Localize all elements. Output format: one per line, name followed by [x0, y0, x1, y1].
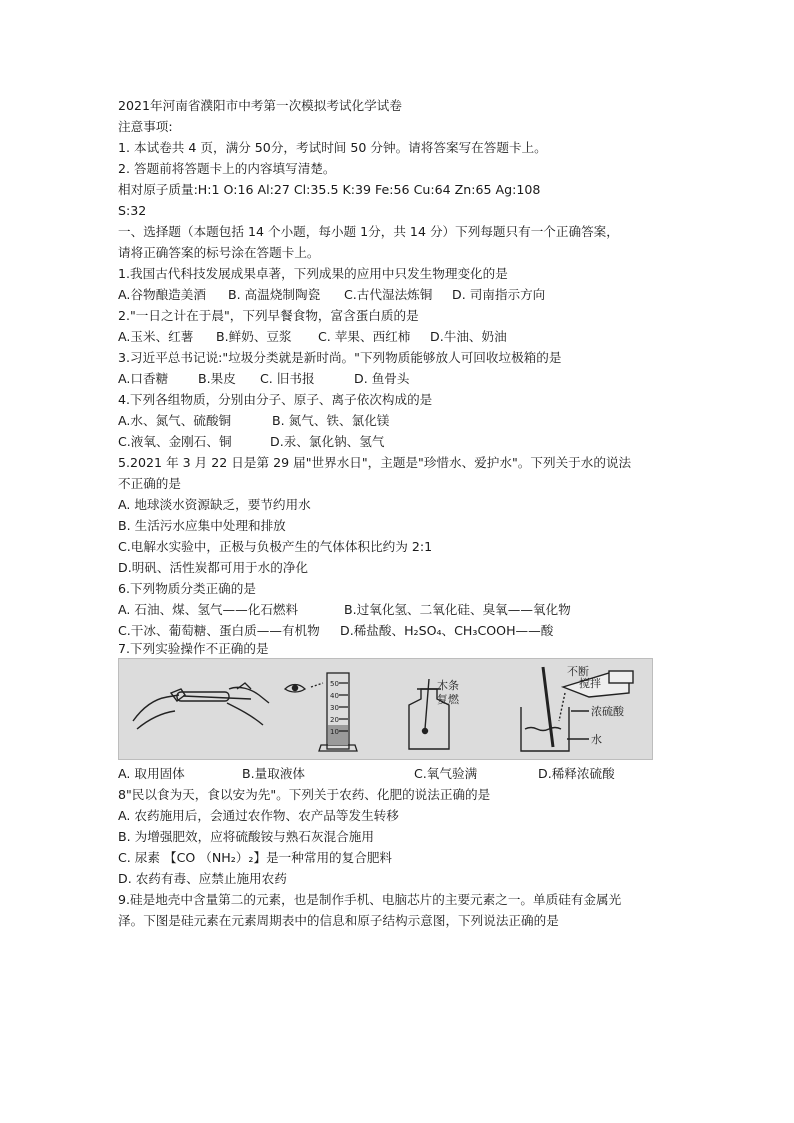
section-heading-line-1: 一、选择题（本题包括 14 个小题，每小题 1分，共 14 分）下列每题只有一个正确答案， — [118, 224, 619, 239]
cylinder-mark-20: 20 — [330, 716, 339, 724]
q3-stem: 3.习近平总书记说:"垃圾分类就是新时尚。"下列物质能够放人可回收垃极箱的是 — [118, 350, 562, 365]
exam-title: 2021年河南省濮阳市中考第一次模拟考试化学试卷 — [118, 98, 402, 113]
notice-heading: 注意事项: — [118, 119, 173, 134]
q6-option-c: C.干冰、葡萄糖、蛋白质——有机物 — [118, 623, 320, 638]
q8-option-d: D. 农药有毒、应禁止施用农药 — [118, 871, 287, 886]
notice-item-1: 1. 本试卷共 4 页，满分 50分，考试时间 50 分钟。请将答案写在答题卡上。 — [118, 140, 547, 155]
q6-option-b: B.过氧化氢、二氧化硅、臭氧——氧化物 — [344, 602, 571, 617]
q2-option-b: B.鲜奶、豆浆 — [216, 329, 292, 344]
q5-option-d: D.明矾、活性炭都可用于水的净化 — [118, 560, 309, 575]
label-rekindle: 复燃 — [437, 693, 459, 706]
q8-option-b: B. 为增强肥效，应将硫酸铵与熟石灰混合施用 — [118, 829, 374, 844]
q5-option-c: C.电解水实验中，正极与负极产生的气体体积比约为 2:1 — [118, 539, 433, 554]
q7-option-d: D.稀释浓硫酸 — [538, 766, 615, 781]
q2-option-c: C. 苹果、西红柿 — [318, 329, 411, 344]
q9-stem-line-1: 9.硅是地壳中含量第二的元素，也是制作手机、电脑芯片的主要元素之一。单质硅有金属光 — [118, 892, 622, 907]
q5-stem-line-1: 5.2021 年 3 月 22 日是第 29 届"世界水日"，主题是"珍惜水、爱护水"。下列关于水的说法 — [118, 455, 632, 470]
q1-stem: 1.我国古代科技发展成果卓著，下列成果的应用中只发生物理变化的是 — [118, 266, 508, 281]
q7-option-a: A. 取用固体 — [118, 766, 185, 781]
label-concentrated-sulfuric-acid: 浓硫酸 — [591, 705, 624, 718]
q5-stem-line-2: 不正确的是 — [118, 476, 181, 491]
cylinder-mark-50: 50 — [330, 680, 339, 688]
label-water: 水 — [591, 733, 602, 746]
q4-option-b: B. 氮气、铁、氯化镁 — [272, 413, 390, 428]
notice-item-2: 2. 答题前将答题卡上的内容填写清楚。 — [118, 161, 336, 176]
q3-option-d: D. 鱼骨头 — [354, 371, 410, 386]
q4-option-d: D.汞、氯化钠、氢气 — [270, 434, 385, 449]
label-wooden-splint: 木条 — [437, 679, 459, 692]
q7-option-b: B.量取液体 — [242, 766, 306, 781]
q1-option-d: D. 司南指示方向 — [452, 287, 546, 302]
label-keep-stirring-1: 不断 — [567, 665, 589, 678]
q4-option-c: C.液氧、金刚石、铜 — [118, 434, 232, 449]
q3-option-b: B.果皮 — [198, 371, 236, 386]
q6-option-d: D.稀盐酸、H₂SO₄、CH₃COOH——酸 — [340, 623, 554, 638]
q7-experiment-figure — [118, 658, 653, 760]
atomic-mass-line-1: 相对原子质量:H:1 O:16 Al:27 Cl:35.5 K:39 Fe:56 Cu:64 Zn:65 Ag:108 — [118, 182, 541, 197]
q6-stem: 6.下列物质分类正确的是 — [118, 581, 256, 596]
q8-option-a: A. 农药施用后，会通过农作物、农产品等发生转移 — [118, 808, 399, 823]
cylinder-mark-30: 30 — [330, 704, 339, 712]
q7-stem: 7.下列实验操作不正确的是 — [118, 641, 269, 656]
q4-stem: 4.下列各组物质，分别由分子、原子、离子依次构成的是 — [118, 392, 433, 407]
q5-option-a: A. 地球淡水资源缺乏，要节约用水 — [118, 497, 311, 512]
section-heading-line-2: 请将正确答案的标号涂在答题卡上。 — [118, 245, 320, 260]
q3-option-c: C. 旧书报 — [260, 371, 315, 386]
q6-option-a: A. 石油、煤、氢气——化石燃料 — [118, 602, 299, 617]
cylinder-mark-40: 40 — [330, 692, 339, 700]
q1-option-c: C.古代湿法炼铜 — [344, 287, 433, 302]
q4-option-a: A.水、氮气、硫酸铜 — [118, 413, 232, 428]
cylinder-mark-10: 10 — [330, 728, 339, 736]
q7-option-c: C.氧气验满 — [414, 766, 478, 781]
label-keep-stirring-2: 搅拌 — [579, 677, 601, 690]
experiment-illustrations — [119, 659, 652, 759]
q1-option-a: A.谷物酿造美酒 — [118, 287, 206, 302]
figure-b-measuring-liquid — [285, 673, 357, 751]
figure-a-taking-solid — [133, 683, 269, 729]
q2-stem: 2."一日之计在于晨"，下列早餐食物，富含蛋白质的是 — [118, 308, 419, 323]
q9-stem-line-2: 泽。下图是硅元素在元素周期表中的信息和原子结构示意图，下列说法正确的是 — [118, 913, 559, 928]
q5-option-b: B. 生活污水应集中处理和排放 — [118, 518, 286, 533]
q8-option-c: C. 尿素 【CO （NH₂）₂】是一种常用的复合肥料 — [118, 850, 393, 865]
q1-option-b: B. 高温烧制陶瓷 — [228, 287, 321, 302]
atomic-mass-line-2: S:32 — [118, 203, 147, 218]
q2-option-d: D.牛油、奶油 — [430, 329, 507, 344]
q2-option-a: A.玉米、红薯 — [118, 329, 194, 344]
q3-option-a: A.口香糖 — [118, 371, 169, 386]
q8-stem: 8"民以食为天，食以安为先"。下列关于农药、化肥的说法正确的是 — [118, 787, 491, 802]
